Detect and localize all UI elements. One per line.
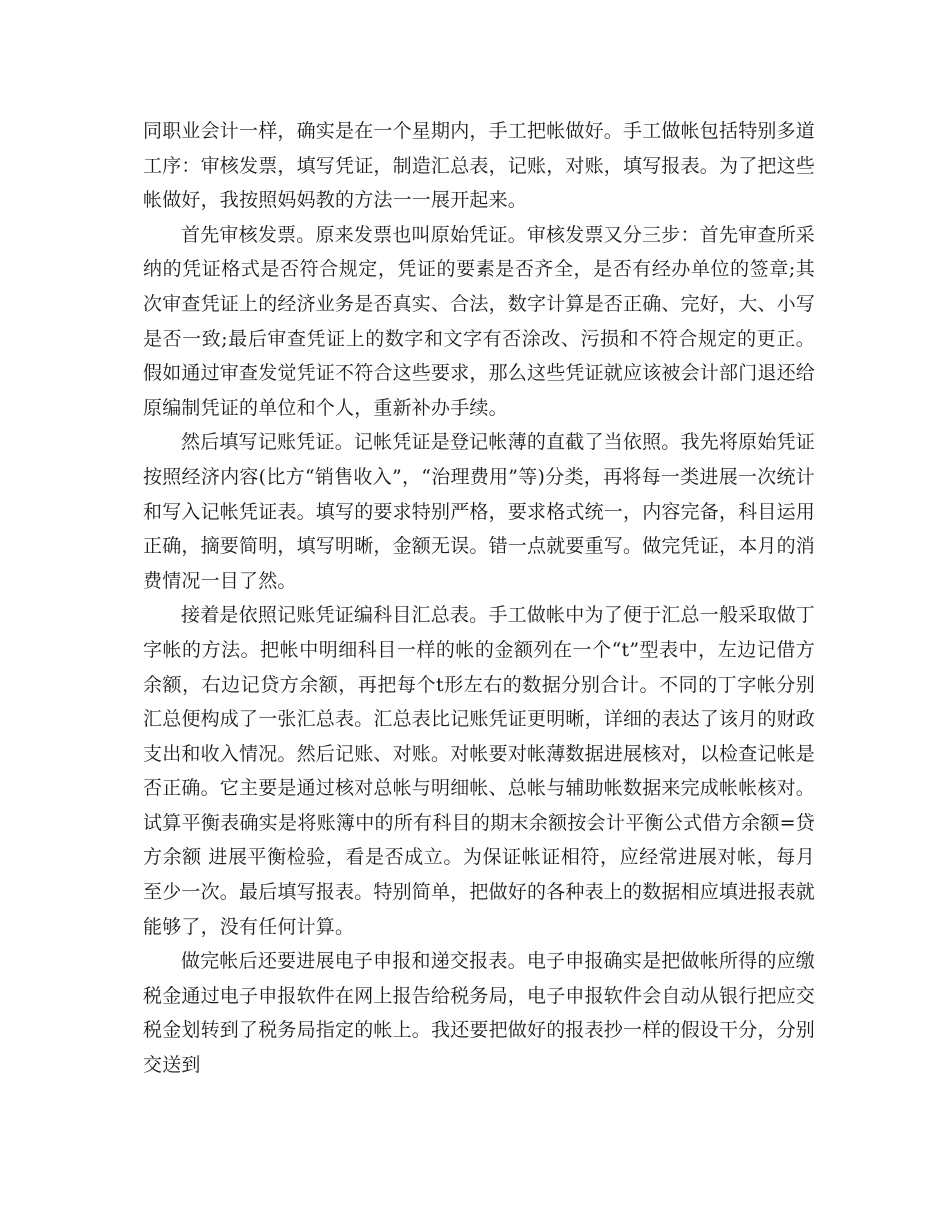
paragraph-1: 同职业会计一样，确实是在一个星期内，手工把帐做好。手工做帐包括特别多道工序：审核发票，填写凭证，制造汇总表，记账，对账，填写报表。为了把这些帐做好，我按照妈妈教的方法一一展开起来。	[143, 120, 816, 212]
paragraph-4: 接着是依照记账凭证编科目汇总表。手工做帐中为了便于汇总一般采取做丁字帐的方法。把帐中明细科目一样的帐的金额列在一个“t”型表中，左边记借方余额，右边记贷方余额，再把每个t形左右的数据分别合计。不同的丁字帐分别汇总便构成了一张汇总表。汇总表比记账凭证更明晰，详细的表达了该月的财政支出和收入情况。然后记账、对账。对帐要对帐薄数据进展核对，以检查记帐是否正确。它主要是通过核对总帐与明细帐、总帐与辅助帐数据来完成帐帐核对。试算平衡表确实是将账簿中的所有科目的期末余额按会计平衡公式借方余额=贷方余额 进展平衡检验，看是否成立。为保证帐证相符，应经常进展对帐，每月至少一次。最后填写报表。特别简单，把做好的各种表上的数据相应填进报表就能够了，没有任何计算。	[143, 604, 816, 938]
paragraph-2: 首先审核发票。原来发票也叫原始凭证。审核发票又分三步：首先审查所采纳的凭证格式是否符合规定，凭证的要素是否齐全，是否有经办单位的签章;其次审查凭证上的经济业务是否真实、合法，数字计算是否正确、完好，大、小写是否一致;最后审查凭证上的数字和文字有否涂改、污损和不符合规定的更正。假如通过审查发觉凭证不符合这些要求，那么这些凭证就应该被会计部门退还给原编制凭证的单位和个人，重新补办手续。	[143, 223, 816, 419]
document-page	[143, 114, 815, 1083]
paragraph-3: 然后填写记账凭证。记帐凭证是登记帐薄的直截了当依照。我先将原始凭证按照经济内容(比方“销售收入”，“治理费用”等)分类，再将每一类进展一次统计和写入记帐凭证表。填写的要求特别严格，要求格式统一，内容完备，科目运用正确，摘要简明，填写明晰，金额无误。错一点就要重写。做完凭证，本月的消费情况一目了然。	[143, 431, 816, 592]
paragraph-5: 做完帐后还要进展电子申报和递交报表。电子申报确实是把做帐所得的应缴税金通过电子申报软件在网上报告给税务局，电子申报软件会自动从银行把应交税金划转到了税务局指定的帐上。我还要把做好的报表抄一样的假设干分，分别交送到	[143, 950, 816, 1077]
